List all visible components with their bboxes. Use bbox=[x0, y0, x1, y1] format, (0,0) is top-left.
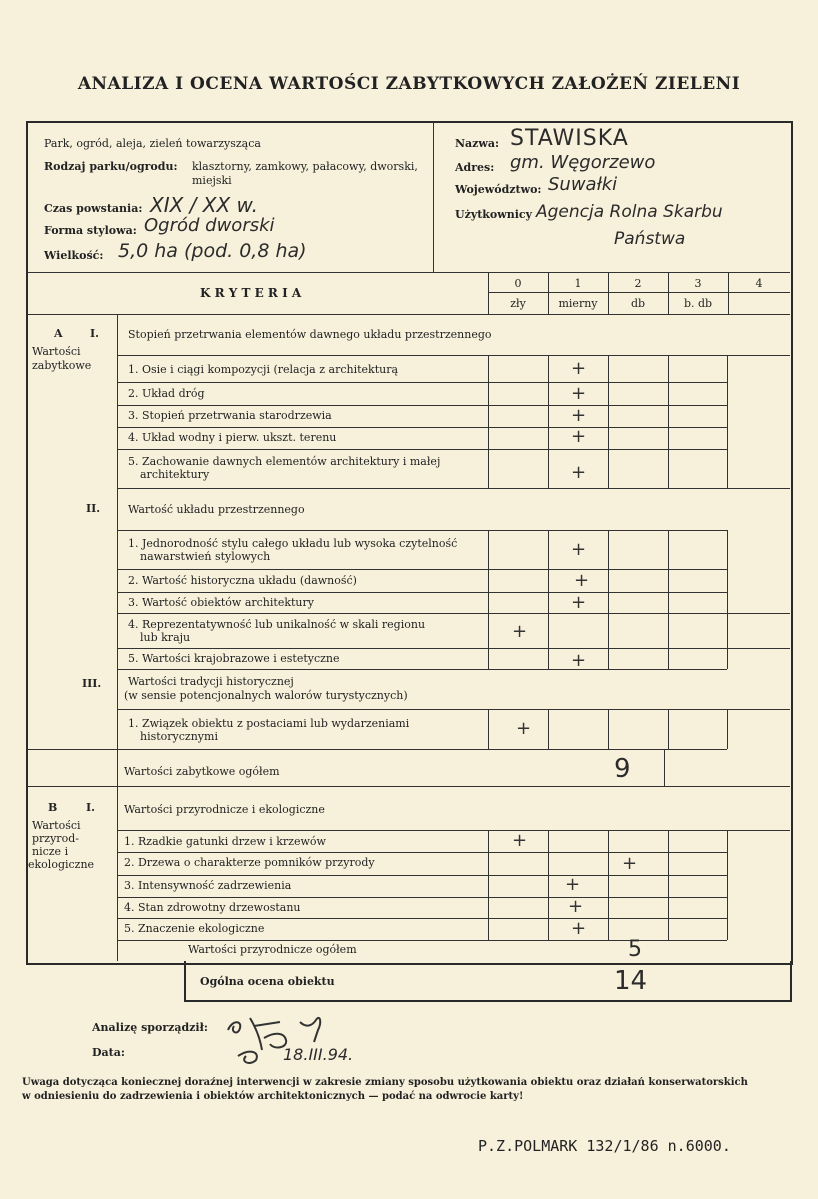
overall-label: Ogólna ocena obiektu bbox=[200, 975, 335, 988]
kryteria-label: K R Y T E R I A bbox=[200, 286, 302, 300]
grade-bdb: b. db bbox=[683, 297, 713, 310]
document-title: ANALIZA I OCENA WARTOŚCI ZABYTKOWYCH ZAŁOŻEŃ ZIELENI bbox=[77, 74, 741, 94]
analiza-label: Analizę sporządził: bbox=[92, 1021, 208, 1034]
print-mark: P.Z.POLMARK 132/1/86 n.6000. bbox=[478, 1137, 731, 1155]
criterion-a2-5: 5. Wartości krajobrazowe i estetyczne bbox=[128, 652, 340, 665]
criterion-a2-1-cont: nawarstwień stylowych bbox=[140, 550, 271, 563]
mark-a2-3: + bbox=[571, 592, 587, 613]
footer-note-1: Uwaga dotycząca koniecznej doraźnej interwencji w zakresie zmiany sposobu użytkowania obiektu oraz działań konserwatorskich bbox=[22, 1077, 748, 1088]
section-column-divider bbox=[117, 314, 118, 786]
uzytkownicy-value-1: Agencja Rolna Skarbu bbox=[536, 202, 723, 222]
score-3: 3 bbox=[694, 277, 702, 290]
grade-db: db bbox=[630, 297, 646, 310]
section-b-total-value: 5 bbox=[628, 937, 642, 962]
criterion-a2-4-cont: lub kraju bbox=[140, 631, 191, 644]
criterion-a1-2: 2. Układ dróg bbox=[128, 387, 205, 400]
mark-a2-5: + bbox=[571, 650, 587, 671]
mark-a1-4: + bbox=[571, 426, 587, 447]
section-a-name-2: zabytkowe bbox=[32, 359, 92, 372]
section-b-name-4: ekologiczne bbox=[28, 858, 95, 871]
nazwa-label: Nazwa: bbox=[455, 137, 500, 150]
mark-a1-1: + bbox=[571, 358, 587, 379]
uzytkownicy-label: Użytkownicy bbox=[455, 208, 533, 221]
section-b-name-2: przyrod- bbox=[32, 832, 79, 845]
group3-title-2: (w sensie potencjonalnych walorów turystycznych) bbox=[124, 689, 408, 702]
mark-b1-4: + bbox=[568, 896, 584, 917]
section-a-total-value: 9 bbox=[614, 754, 631, 784]
criterion-a2-3: 3. Wartość obiektów architektury bbox=[128, 596, 314, 609]
header-divider bbox=[433, 122, 434, 272]
wielkosc-label: Wielkość: bbox=[44, 249, 104, 262]
score-4: 4 bbox=[755, 277, 763, 290]
group3-title-1: Wartości tradycji historycznej bbox=[128, 675, 294, 688]
mark-b1-3: + bbox=[565, 874, 581, 895]
criterion-a1-5: 5. Zachowanie dawnych elementów architektury i małej bbox=[128, 455, 441, 468]
score-0: 0 bbox=[514, 277, 522, 290]
nazwa-value: STAWISKA bbox=[510, 126, 629, 151]
section-a-roman-3: III. bbox=[82, 677, 102, 690]
mark-a1-5: + bbox=[571, 462, 587, 483]
section-a-roman-2: II. bbox=[86, 502, 101, 515]
grade-mierny: mierny bbox=[558, 297, 598, 310]
criterion-a1-4: 4. Układ wodny i pierw. ukszt. terenu bbox=[128, 431, 337, 444]
rodzaj-label: Rodzaj parku/ogrodu: bbox=[44, 160, 178, 173]
criterion-a2-1: 1. Jednorodność stylu całego układu lub wysoka czytelność bbox=[128, 537, 458, 550]
section-b-group-title: Wartości przyrodnicze i ekologiczne bbox=[124, 803, 325, 816]
criterion-a1-3: 3. Stopień przetrwania starodrzewia bbox=[128, 409, 332, 422]
rodzaj-options: klasztorny, zamkowy, pałacowy, dworski, bbox=[192, 160, 418, 173]
mark-b1-5: + bbox=[571, 918, 587, 939]
criterion-a3-1-cont: historycznymi bbox=[140, 730, 218, 743]
group2-title: Wartość układu przestrzennego bbox=[128, 503, 305, 516]
adres-label: Adres: bbox=[455, 161, 495, 174]
footer-note-2: w odniesieniu do zadrzewienia i obiektów architektonicznych — podać na odwrocie karty! bbox=[22, 1091, 524, 1102]
criterion-b1-4: 4. Stan zdrowotny drzewostanu bbox=[124, 901, 301, 914]
rodzaj-options-2: miejski bbox=[192, 174, 232, 187]
wojewodztwo-label: Województwo: bbox=[455, 183, 542, 196]
grade-zly: zły bbox=[510, 297, 526, 310]
section-b-letter: B bbox=[48, 801, 58, 814]
forma-value: Ogród dworski bbox=[144, 215, 275, 236]
section-b-roman: I. bbox=[86, 801, 95, 814]
mark-a2-1: + bbox=[571, 539, 587, 560]
mark-a1-2: + bbox=[571, 383, 587, 404]
mark-b1-2: + bbox=[622, 853, 638, 874]
score-1: 1 bbox=[574, 277, 582, 290]
section-b-name-3: nicze i bbox=[32, 845, 69, 858]
section-a-roman: I. bbox=[90, 327, 99, 340]
park-line: Park, ogród, aleja, zieleń towarzysząca bbox=[44, 137, 261, 150]
czas-value: XIX / XX w. bbox=[150, 193, 258, 217]
group1-title: Stopień przetrwania elementów dawnego układu przestrzennego bbox=[128, 328, 492, 341]
section-b-total-label: Wartości przyrodnicze ogółem bbox=[188, 943, 357, 956]
mark-a3-1: + bbox=[516, 718, 532, 739]
data-value: 18.III.94. bbox=[283, 1045, 354, 1064]
criterion-b1-1: 1. Rzadkie gatunki drzew i krzewów bbox=[124, 835, 326, 848]
criterion-a2-2: 2. Wartość historyczna układu (dawność) bbox=[128, 574, 357, 587]
section-a-letter: A bbox=[54, 327, 63, 340]
forma-label: Forma stylowa: bbox=[44, 224, 137, 237]
mark-a2-4: + bbox=[512, 621, 528, 642]
wielkosc-value: 5,0 ha (pod. 0,8 ha) bbox=[118, 240, 307, 262]
adres-value: gm. Węgorzewo bbox=[510, 152, 656, 173]
score-2: 2 bbox=[634, 277, 642, 290]
criterion-a1-5-cont: architektury bbox=[140, 468, 210, 481]
criterion-b1-5: 5. Znaczenie ekologiczne bbox=[124, 922, 265, 935]
criterion-a1-1: 1. Osie i ciągi kompozycji (relacja z architekturą bbox=[128, 363, 399, 376]
criterion-a2-4: 4. Reprezentatywność lub unikalność w skali regionu bbox=[128, 618, 426, 631]
mark-b1-1: + bbox=[512, 830, 528, 851]
section-b-name-1: Wartości bbox=[32, 819, 81, 832]
criterion-b1-3: 3. Intensywność zadrzewienia bbox=[124, 879, 292, 892]
section-a-name-1: Wartości bbox=[32, 345, 81, 358]
overall-value: 14 bbox=[614, 966, 648, 996]
uzytkownicy-value-2: Państwa bbox=[614, 229, 686, 249]
czas-label: Czas powstania: bbox=[44, 202, 143, 215]
wojewodztwo-value: Suwałki bbox=[548, 174, 618, 195]
criterion-a3-1: 1. Związek obiektu z postaciami lub wydarzeniami bbox=[128, 717, 410, 730]
data-label: Data: bbox=[92, 1046, 125, 1059]
criterion-b1-2: 2. Drzewa o charakterze pomników przyrody bbox=[124, 856, 375, 869]
section-a-total-label: Wartości zabytkowe ogółem bbox=[124, 765, 280, 778]
mark-a1-3: + bbox=[571, 405, 587, 426]
mark-a2-2: + bbox=[574, 570, 590, 591]
